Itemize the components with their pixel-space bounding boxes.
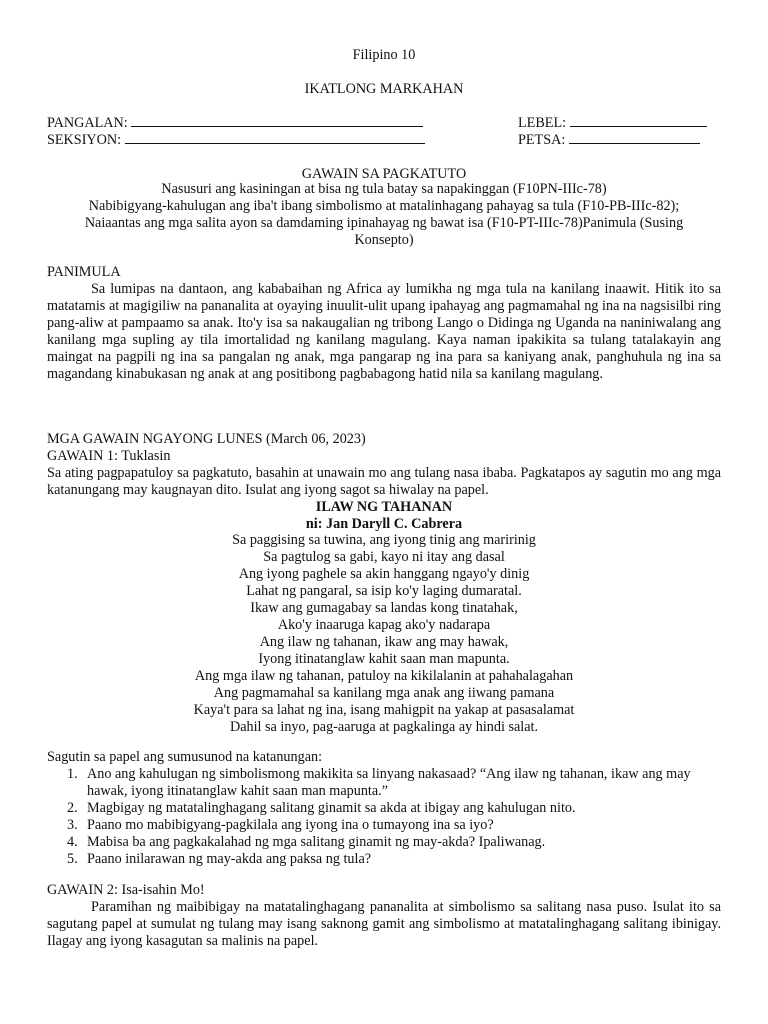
name-blank-line [131,115,423,127]
poem-line: Ang mga ilaw ng tahanan, patuloy na kikilalanin at pahahalagahan [194,668,574,684]
level-label: LEBEL: [518,115,567,131]
poem-line: Ang iyong paghele sa akin hanggang ngayo'y dinig [238,566,530,582]
poem-line: Ako'y inaaruga kapag ako'y nadarapa [277,617,491,633]
question-text: Paano inilarawan ng may-akda ang paksa ng tula? [87,851,372,867]
objective-line: Konsepto) [354,232,414,248]
question-number: 5. [67,851,78,867]
poem-title: ILAW NG TAHANAN [315,499,453,515]
list-item [47,800,727,817]
poem-line: Ikaw ang gumagabay sa landas kong tinatahak, [250,600,518,616]
poem-line: Sa pagtulog sa gabi, kayo ni itay ang dasal [263,549,505,565]
subject-title: Filipino 10 [352,47,416,63]
task1-instructions: Sa ating pagpapatuloy sa pagkatuto, basahin at unawain mo ang tulang nasa ibaba. Pagkatapos ay sagutin mo ang mga katanungang may kaugnayan dito. Isulat ang iyong sagot sa hiwalay na papel. [47,465,721,498]
name-label: PANGALAN: [47,115,128,131]
question-text: Magbigay ng matatalinghagang salitang ginamit sa akda at ibigay ang kahulugan nito. [87,800,576,816]
quarter-title: IKATLONG MARKAHAN [304,81,464,97]
list-item [47,817,727,834]
poem-line: Iyong itinatanglaw kahit saan man mapunta. [258,651,510,667]
question-number: 3. [67,817,78,833]
poem-line: Kaya't para sa lahat ng ina, isang mahigpit na yakap at pasasalamat [193,702,575,718]
poem-line: Ang pagmamahal sa kanilang mga anak ang iiwang pamana [213,685,555,701]
questions-list [47,766,727,868]
list-item [47,851,727,868]
poem-line: Dahil sa inyo, pag-aaruga at pagkalinga ay hindi salat. [229,719,539,735]
poem-line: Lahat ng pangaral, sa isip ko'y laging dumaratal. [246,583,522,599]
questions-intro: Sagutin sa papel ang sumusunod na katanungan: [47,749,323,765]
monday-heading: MGA GAWAIN NGAYONG LUNES (March 06, 2023) [47,431,366,447]
poem-line: Sa paggising sa tuwina, ang iyong tinig ang maririnig [232,532,536,548]
section-field [47,132,425,149]
list-item [47,834,727,851]
task2-instructions: Paramihan ng maibibigay na matatalinghagang pananalita at simbolismo sa salitang nasa puso. Isulat ito sa sagutang papel at sumulat ng tulang may isang saknong gamit ang simbolismo at matatalinghagang salitang ibinigay. Ilagay ang iyong kasagutan sa malinis na papel. [47,899,721,949]
question-number: 4. [67,834,78,850]
objective-line: Nasusuri ang kasiningan at bisa ng tula batay sa napakinggan (F10PN-IIIc-78) [161,181,607,197]
question-number: 1. [67,766,78,782]
question-text: Ano ang kahulugan ng simbolismong makikita sa linyang nakasaad? “Ang ilaw ng tahanan, ikaw ang may hawak, iyong itinatanglaw kahit saan man mapunta.” [87,766,691,799]
list-item [47,766,727,800]
name-field [47,115,423,132]
intro-paragraph: Sa lumipas na dantaon, ang kababaihan ng Africa ay lumikha ng mga tula na kanilang inaawit. Hitik ito sa matatamis at magigiliw na pananalita at oyaying inuulit-ulit upang ipahayag ang pagmamahal ng ina na nagsisilbi ring pang-aliw at pampaamo sa anak. Ito'y isa sa nakaugalian ng tribong Lango o Didinga ng Uganda na naniniwalang ang kanilang mga supling ay tila imortalidad ng kanilang magulang. Kaya naman ipakikita sa tulang tatalakayin ang maingat na pagpili ng ina sa pangalan ng anak, mga pangarap ng ina para sa kaniyang anak, panghuhula ng ina sa magandang kinabukasan ng anak at ang positibong pagbabagong hatid nila sa kanilang magulang. [47,281,721,382]
question-number: 2. [67,800,78,816]
task2-title: GAWAIN 2: Isa-isahin Mo! [47,882,205,898]
level-blank-line [570,115,707,127]
date-label: PETSA: [518,132,566,148]
date-field [518,132,700,149]
intro-heading: PANIMULA [47,264,121,280]
objective-line: Naiaantas ang mga salita ayon sa damdaming ipinahayag ng bawat isa (F10-PT-IIIc-78)Panimula (Susing [84,215,684,231]
poem-author: ni: Jan Daryll C. Cabrera [305,516,463,532]
level-field [518,115,707,132]
question-text: Paano mo mabibigyang-pagkilala ang iyong ina o tumayong ina sa iyo? [87,817,494,833]
poem-line: Ang ilaw ng tahanan, ikaw ang may hawak, [259,634,509,650]
section-blank-line [125,132,425,144]
section-label: SEKSIYON: [47,132,122,148]
date-blank-line [569,132,700,144]
activity-title: GAWAIN SA PAGKATUTO [301,166,467,182]
objective-line: Nabibigyang-kahulugan ang iba't ibang simbolismo at matalinhagang pahayag sa tula (F10-PB-IIIc-82); [88,198,680,214]
question-text: Mabisa ba ang pagkakalahad ng mga salitang ginamit ng may-akda? Ipaliwanag. [87,834,546,850]
task1-title: GAWAIN 1: Tuklasin [47,448,171,464]
